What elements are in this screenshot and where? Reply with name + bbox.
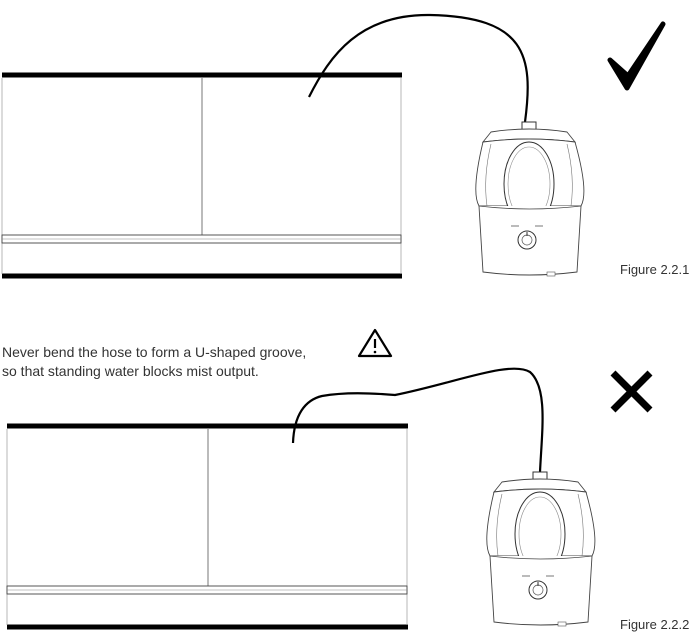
window-frame-2: [7, 426, 408, 627]
hose-2: [293, 369, 543, 472]
figure-label-2: Figure 2.2.2: [620, 617, 690, 632]
hose-1: [309, 15, 528, 122]
humidifier-2: [487, 472, 595, 626]
warning-line-2: so that standing water blocks mist output.: [2, 363, 259, 379]
x-mark-icon: [613, 373, 650, 410]
figure-label-1: Figure 2.2.1: [620, 262, 690, 277]
warning-note: [2, 343, 306, 381]
warning-triangle-icon: [359, 330, 391, 356]
window-frame-1: [2, 75, 402, 276]
figure-1-illustration: [2, 15, 663, 276]
humidifier-1: [476, 122, 584, 276]
checkmark-icon: [610, 24, 663, 88]
warning-line-1: Never bend the hose to form a U-shaped groove,: [2, 344, 307, 360]
